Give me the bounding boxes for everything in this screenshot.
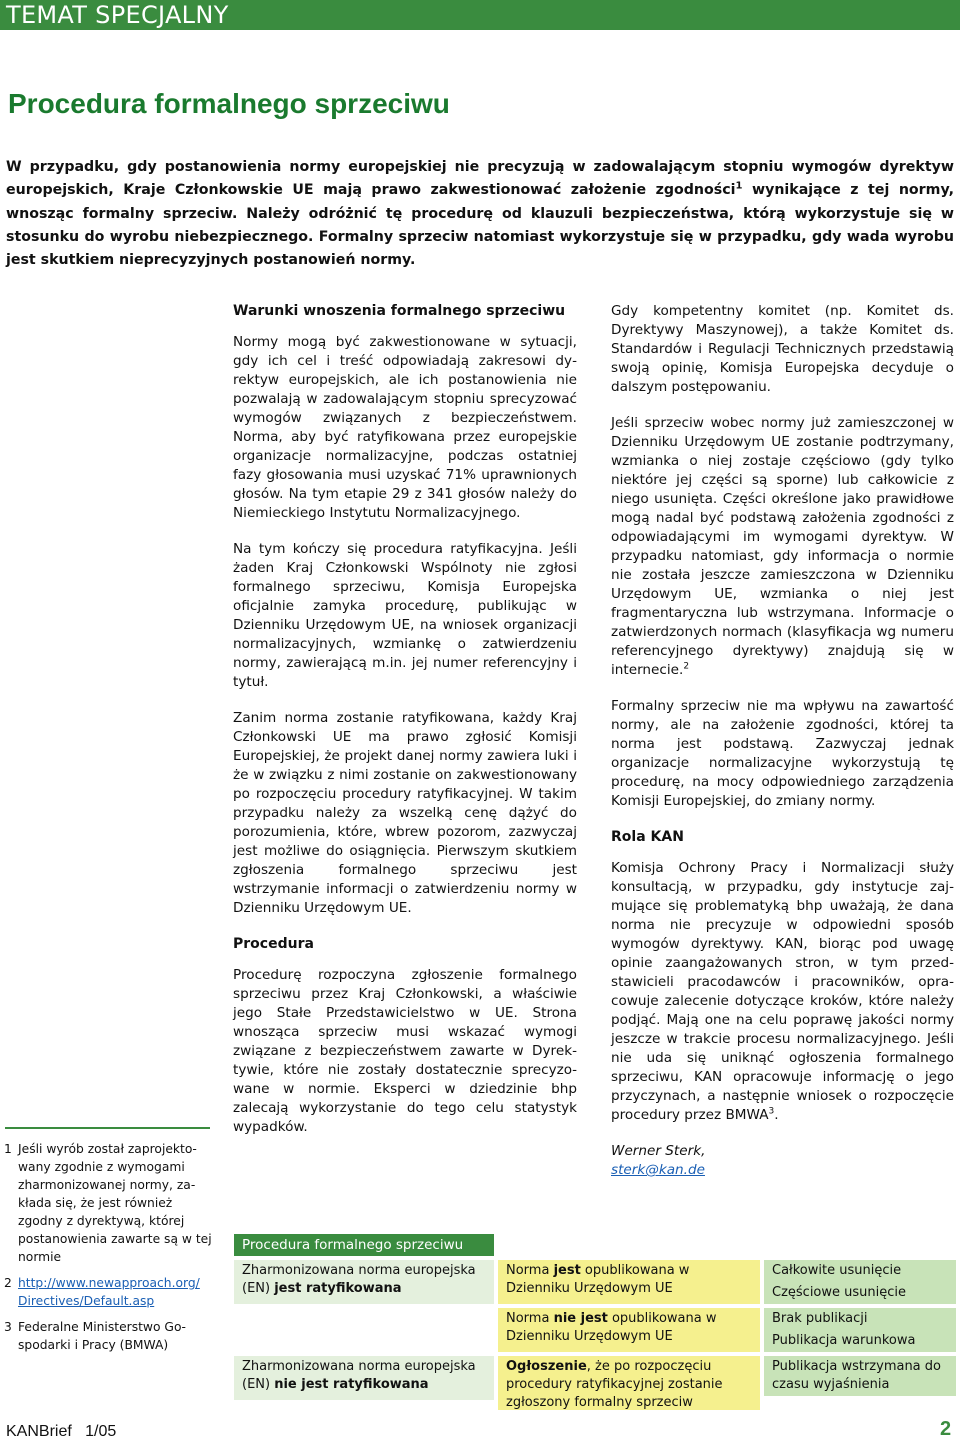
flowchart-published-box bbox=[498, 1260, 760, 1304]
box-text: opublikowana w Dzienniku Urzędowym UE bbox=[506, 1311, 717, 1344]
flowchart-outcome-total-removal: Całkowite usunięcie bbox=[764, 1260, 956, 1282]
box-text: Zharmonizowana norma europejska (EN) bbox=[242, 1359, 476, 1392]
paragraph bbox=[611, 859, 954, 1125]
box-emphasis: jest ratyfikowana bbox=[274, 1281, 402, 1296]
footnote-text: Federalne Ministerstwo Gospodarki i Pracy (BMWA) bbox=[18, 1320, 186, 1352]
footnote-number: 2 bbox=[4, 1276, 12, 1290]
paragraph: Gdy kompetentny komitet (np. Komitet ds. Dyrektywy Maszynowej), a także Komitet ds. Standardów i Regulacji Technicznych przedstawią swoją opinię, Komisja Europejska decyduje o dalszym postępowaniu. bbox=[611, 303, 954, 395]
lead-text-b: wynikające z tej normy, wnosząc formalny sprzeciw. Należy odróżnić tę procedurę od klauzuli bezpieczeństwa, którą wykorzystuje się w stosunku do wyrobu niebezpiecznego. Formalny sprzeciw natomiast wykorzystuje się w przypadku, gdy wada wyrobu jest skutkiem nieprecyzyjnych postanowień normy. bbox=[6, 182, 954, 269]
article-lead bbox=[6, 156, 954, 272]
flowchart-outcome-no-publication: Brak publikacji bbox=[764, 1308, 956, 1330]
box-text: Zharmonizowana norma europejska (EN) bbox=[242, 1263, 476, 1296]
footnotes-divider bbox=[5, 1127, 210, 1129]
article-title: Procedura formalnego sprzeciwu bbox=[8, 88, 450, 119]
footnote bbox=[4, 1274, 214, 1310]
box-text: , że po rozpoczęciu procedury ratyfikacyjnej zostanie zgłoszony formalny sprzeciw bbox=[506, 1359, 723, 1410]
heading-conditions: Warunki wnoszenia formalnego sprzeciwu bbox=[233, 303, 566, 319]
footnote bbox=[4, 1318, 214, 1354]
flowchart-announcement-box bbox=[498, 1356, 760, 1410]
footer-publication: KANBrief 1/05 bbox=[6, 1423, 117, 1440]
column-right bbox=[611, 302, 954, 1180]
footnotes bbox=[4, 1140, 214, 1362]
box-emphasis: nie jest ratyfikowana bbox=[274, 1377, 429, 1392]
paragraph bbox=[611, 414, 954, 680]
paragraph-text: Komisja Ochrony Pracy i Normalizacji służy konsultacją, w przypadku, gdy instytucje zajmujące się problematyką bhp uważają, że dana norma nie precyzuje w odpowiedni sposób wymogów dyrektywy. KAN, biorąc pod uwagę opinie zaangażowanych stron, w tym przedstawicieli pracodawców i pracowników, opracowuje zalecenie dotyczące kroków, które należy podjąć. Mają one na celu poprawę jakości normy jeszcze w trakcie procesu normalizacyjnego. Jeśli nie uda się uniknąć ogłoszenia formalnego sprzeciwu, KAN opracowuje informację o jego przyczynach, a następnie wniosek o rozpoczęcie procedury przez BMWA bbox=[611, 860, 954, 1123]
box-text: Norma bbox=[506, 1263, 554, 1278]
paragraph-text: Jeśli sprzeciw wobec normy już zamieszczonej w Dzienniku Urzędowym UE zostanie podtrzymany, wzmianka o niej zostaje częściowo (gdy tylko niektóre jej części są sporne) lub całkowicie z niego usunięta. Części określone jako prawidłowe mogą nadal być podstawą założenia zgodności z odpowiadającymi im wymogami dyrektyw. W przypadku natomiast, gdy informacja o normie nie została jeszcze zamieszczona w Dzienniku Urzędowym UE, wzmianka o niej jest fragmentaryczna lub wstrzymana. Informacje o zatwierdzonych normach (klasyfikacja wg numeru referencyjnego dyrektywy) znajdują się w internecie. bbox=[611, 415, 954, 678]
section-label: TEMAT SPECJALNY bbox=[6, 1, 229, 29]
footnote-link[interactable]: http://www.newapproach.org/ Directives/Default.asp bbox=[18, 1276, 200, 1308]
box-emphasis: Ogłoszenie bbox=[506, 1359, 587, 1374]
paragraph: Na tym kończy się procedura ratyfikacyjna. Jeśli żaden Kraj Członkowski Wspólnoty nie zgłosi formalnego sprzeciwu, Komisja Europejska oficjalnie zamyka procedurę, publikując w Dzienniku Urzędowym UE, na wniosek organizacji normalizacyjnych, wzmiankę o zatwierdzeniu normy, zawierającą m.in. jej numer referencyjny i tytuł. bbox=[233, 541, 577, 690]
paragraph: Procedurę rozpoczyna zgłoszenie formalnego sprzeciwu przez Kraj Członkowski, a właściwie jego Stałe Przedstawicielstwo w UE. Strona wnosząca sprzeciw musi wskazać wymogi związane z bezpieczeństwem zawarte w Dyrektywie, które nie zostały dostatecznie sprecyzowane w normie. Eksperci w dziedzinie bhp zalecają wykorzystanie do tego celu statystyk wypadków. bbox=[233, 967, 577, 1135]
author-signature bbox=[611, 1142, 954, 1180]
lead-footnote-ref: 1 bbox=[735, 180, 743, 192]
footnote-text: Jeśli wyrób został zaprojektowany zgodnie z wymogami zharmonizowanej normy, zakłada się, że jest również zgodny z dyrektywą, której postanowienia zawarte są w tej normie bbox=[18, 1142, 212, 1264]
section-header-bar bbox=[0, 0, 960, 30]
lead-text-a: W przypadku, gdy postanowienia normy europejskiej nie precyzują w zadowalającym stopniu wymogów dyrektyw europejskich, Kraje Członkowskie UE mają prawo zakwestionować założenie zgodności bbox=[6, 159, 954, 199]
footnote-number: 1 bbox=[4, 1142, 12, 1156]
flowchart-outcome-conditional-publication: Publikacja warunkowa bbox=[764, 1330, 956, 1352]
author-email-link[interactable]: sterk@kan.de bbox=[611, 1162, 705, 1178]
box-text: opublikowana w Dzienniku Urzędowym UE bbox=[506, 1263, 690, 1296]
footnote-ref: 3 bbox=[768, 1106, 775, 1117]
heading-procedure: Procedura bbox=[233, 936, 314, 952]
footnote bbox=[4, 1140, 214, 1266]
heading-kan-role: Rola KAN bbox=[611, 829, 684, 845]
footnote-number: 3 bbox=[4, 1320, 12, 1334]
paragraph: Zanim norma zostanie ratyfikowana, każdy Kraj Członkowski UE ma prawo zgłosić Komisji Europejskiej, że projekt danej normy zawiera luki i że w związku z nimi zostanie on zakwestionowany po rozpoczęciu procedury ratyfikacyjnej. W takim przypadku należy za wszelką cenę dążyć do porozumienia, które, wbrew pozorom, zazwyczaj jest możliwe do osiągnięcia. Pierwszym skutkiem zgłoszenia formalnego sprzeciwu jest wstrzymanie informacji o zatwierdzeniu normy w Dzienniku Urzędowym UE. bbox=[233, 710, 577, 916]
flowchart-not-ratified-box bbox=[234, 1356, 494, 1400]
paragraph: Formalny sprzeciw nie ma wpływu na zawartość normy, ale na założenie zgodności, której ta norma jest podstawą. Zazwyczaj jednak organizacje normalizacyjne wykorzystują tę procedurę, na mocy odpowiedniego zarządzenia Komisji Europejskiej, do zmiany normy. bbox=[611, 698, 954, 809]
flowchart-outcome-publication-withheld: Publikacja wstrzymana do czasu wyjaśnienia bbox=[764, 1356, 956, 1396]
box-text: Norma bbox=[506, 1311, 554, 1326]
page-number: 2 bbox=[940, 1418, 952, 1440]
paragraph-end: . bbox=[774, 1107, 779, 1123]
box-emphasis: jest bbox=[553, 1263, 581, 1278]
flowchart-outcome-partial-removal: Częściowe usunięcie bbox=[764, 1282, 956, 1304]
paragraph: Normy mogą być zakwestionowane w sytuacji, gdy ich cel i treść odpowiadają zakresowi dyrektyw europejskich, ale ich postanowienia nie pozwalają w zadowalającym stopniu sprecyzować wymogów związanych z bezpieczeństwem. Norma, aby być ratyfikowana przez europejskie organizacje normalizacyjne, podczas ostatniej fazy głosowania musi uzyskać 71% uprawnionych głosów. Na tym etapie 29 z 341 głosów należy do Niemieckiego Instytutu Normalizacyjnego. bbox=[233, 334, 577, 521]
author-name: Werner Sterk, bbox=[611, 1143, 706, 1159]
column-middle bbox=[233, 302, 577, 1154]
footnote-ref: 2 bbox=[683, 661, 690, 672]
flowchart-ratified-box bbox=[234, 1260, 494, 1304]
flowchart-not-published-box bbox=[498, 1308, 760, 1352]
box-emphasis: nie jest bbox=[553, 1311, 608, 1326]
flowchart-title: Procedura formalnego sprzeciwu bbox=[234, 1234, 494, 1256]
